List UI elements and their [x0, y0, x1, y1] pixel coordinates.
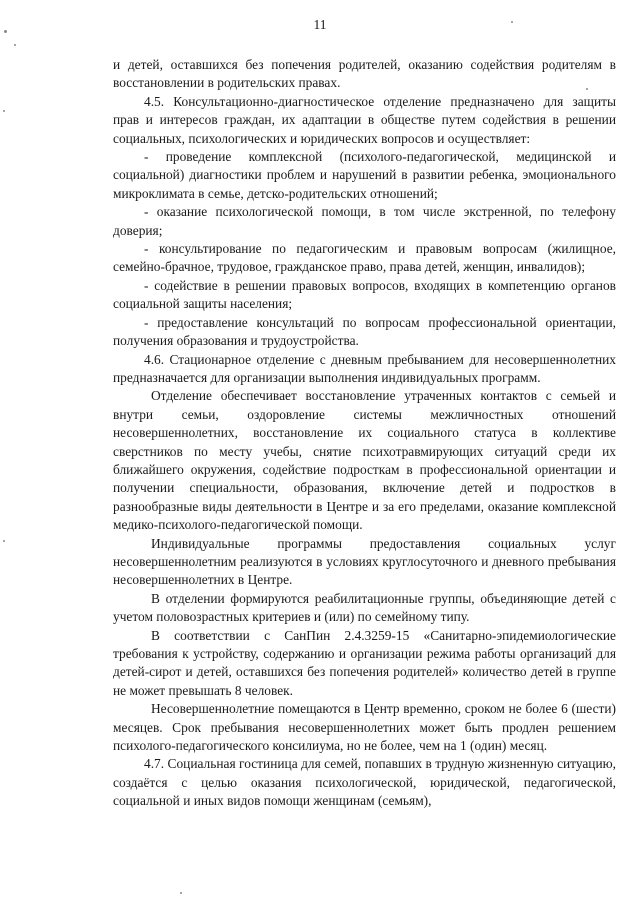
paragraph: Индивидуальные программы предоставления социальных услуг несовершеннолетним реализуются в условиях круглосуточного и дневного пребывания несовершеннолетних в Центре. [113, 535, 616, 588]
page-number: 11 [313, 17, 327, 32]
list-item: - предоставление консультаций по вопросам профессиональной ориентации, получения образования и трудоустройства. [113, 314, 616, 349]
paragraph: 4.7. Социальная гостиница для семей, попавших в трудную жизненную ситуацию, создаётся с целью оказания психологической, юридической, педагогической, социальной и иных видов помощи женщинам (семьям), [113, 756, 616, 809]
scan-speck [3, 540, 5, 542]
scan-speck [586, 88, 588, 90]
scan-speck [14, 44, 16, 46]
paragraph: 4.6. Стационарное отделение с дневным пребыванием для несовершеннолетних предназначается для организации выполнения индивидуальных программ. [113, 351, 616, 385]
scan-speck [511, 21, 513, 23]
scan-speck [180, 892, 182, 894]
scan-speck [4, 30, 7, 33]
paragraph: 4.5. Консультационно-диагностическое отделение предназначено для защиты прав и интересов граждан, их адаптации в обществе путем содействия в решении социальных, психологических и юридических вопросов и осуществляет: [113, 93, 616, 146]
list-item: - проведение комплексной (психолого-педагогической, медицинской и социальной) диагностики проблем и нарушений в развитии ребенка, эмоционального микроклимата в семье, детско-родительских отношений; [113, 149, 616, 201]
document-body [113, 56, 616, 811]
paragraph: В отделении формируются реабилитационные группы, объединяющие детей с учетом половозрастных критериев и (или) по семейному типу. [113, 590, 616, 625]
scan-speck [3, 110, 5, 112]
paragraph: В соответствии с СанПин 2.4.3259-15 «Санитарно-эпидемиологические требования к устройству, содержанию и организации режима работы организаций для детей-сирот и детей, оставшихся без попечения родителей» количество детей в группе не может превышать 8 человек. [113, 627, 616, 698]
paragraph: Отделение обеспечивает восстановление утраченных контактов с семьей и внутри семьи, оздоровление системы межличностных отношений несовершеннолетних, восстановление их социального статуса в коллективе сверстников по месту учебы, снятие психотравмирующих ситуаций среди их ближайшего окружения, содействие подросткам в профессиональной ориентации и получении специальности, образования, включение детей и подростков в разнообразные виды деятельности в Центре и за его пределами, оказание комплексной медико-психолого-педагогической помощи. [113, 388, 616, 533]
list-item: - оказание психологической помощи, в том числе экстренной, по телефону доверия; [113, 204, 616, 238]
list-item: - консультирование по педагогическим и правовым вопросам (жилищное, семейно-брачное, трудовое, гражданское право, права детей, женщин, инвалидов); [113, 241, 616, 275]
paragraph: Несовершеннолетние помещаются в Центр временно, сроком не более 6 (шести) месяцев. Срок пребывания несовершеннолетних может быть продлен решением психолого-педагогического консилиума, но не более, чем на 1 (один) месяц. [113, 701, 616, 754]
paragraph: и детей, оставшихся без попечения родителей, оказанию содействия родителям в восстановлении в родительских правах. [113, 57, 616, 91]
list-item: - содействие в решении правовых вопросов, входящих в компетенцию органов социальной защиты населения; [113, 277, 616, 312]
